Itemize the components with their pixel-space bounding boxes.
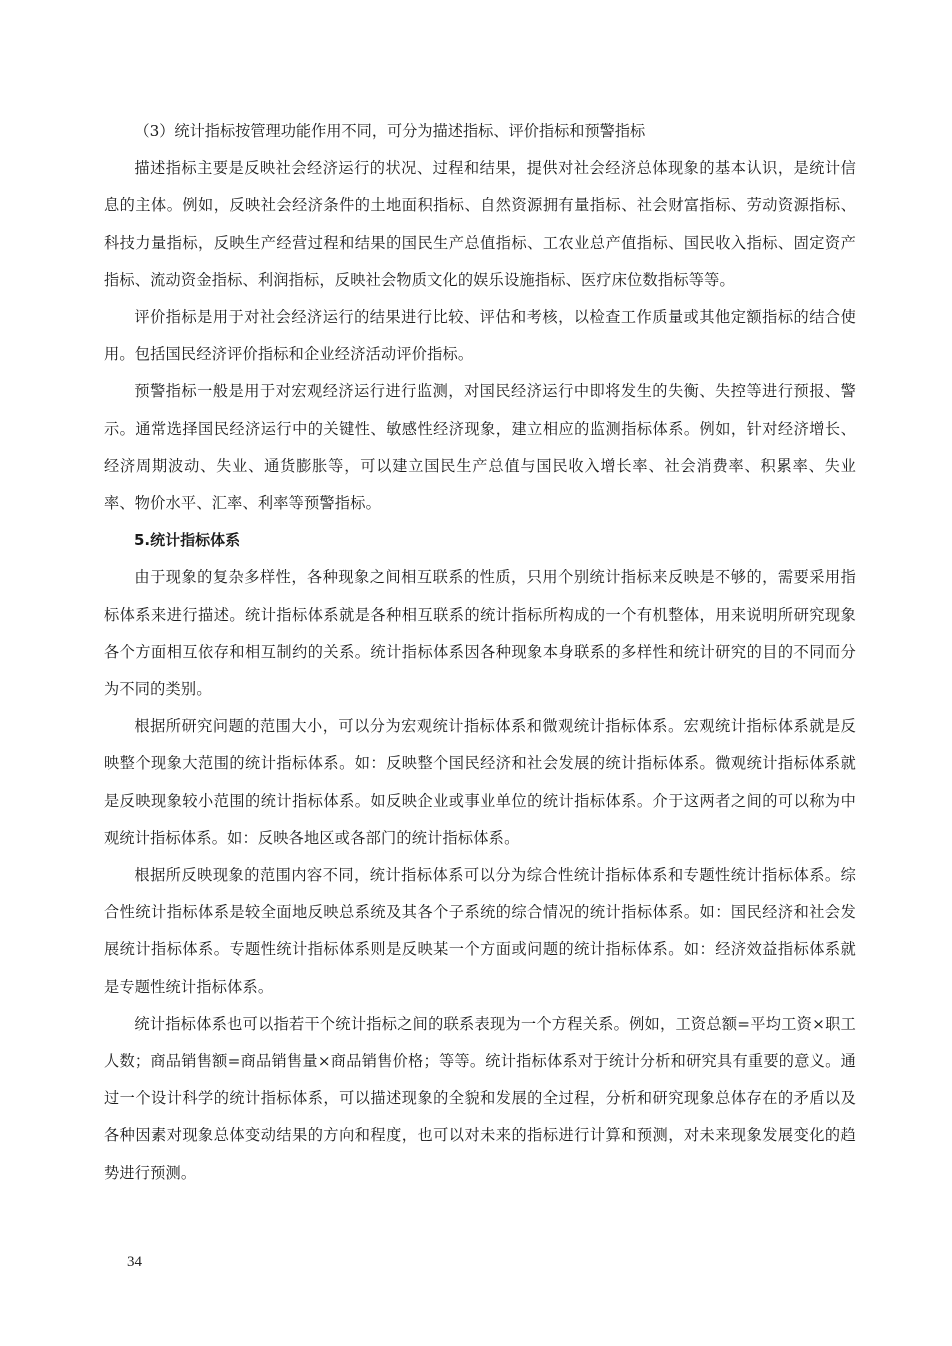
section-heading-indicator-system: 5.统计指标体系 (134, 531, 241, 550)
subheading-management-function: （3）统计指标按管理功能作用不同，可分为描述指标、评价指标和预警指标 (134, 122, 646, 140)
paragraph-evaluation-indicators: 评价指标是用于对社会经济运行的结果进行比较、评估和考核，以检查工作质量或其他定额指标的结合使用。包括国民经济评价指标和企业经济活动评价指标。 (104, 308, 856, 364)
paragraph-equation-relations: 统计指标体系也可以指若干个统计指标之间的联系表现为一个方程关系。例如，工资总额=平均工资×职工人数；商品销售额=商品销售量×商品销售价格；等等。统计指标体系对于统计分析和研究具有重要的意义。通过一个设计科学的统计指标体系，可以描述现象的全貌和发展的全过程，分析和研究现象总体存在的矛盾以及各种因素对现象总体变动结果的方向和程度，也可以对未来的指标进行计算和预测，对未来现象发展变化的趋势进行预测。 (104, 1014, 856, 1182)
paragraph-warning-indicators: 预警指标一般是用于对宏观经济运行进行监测，对国民经济运行中即将发生的失衡、失控等进行预报、警示。通常选择国民经济运行中的关键性、敏感性经济现象，建立相应的监测指标体系。例如，针对经济增长、经济周期波动、失业、通货膨胀等，可以建立国民生产总值与国民收入增长率、社会消费率、积累率、失业率、物价水平、汇率、利率等预警指标。 (104, 382, 856, 513)
paragraph-indicator-system-definition: 由于现象的复杂多样性，各种现象之间相互联系的性质，只用个别统计指标来反映是不够的，需要采用指标体系来进行描述。统计指标体系就是各种相互联系的统计指标所构成的一个有机整体，用来说明所研究现象各个方面相互依存和相互制约的关系。统计指标体系因各种现象本身联系的多样性和统计研究的目的不同而分为不同的类别。 (104, 568, 856, 699)
paragraph-descriptive-indicators: 描述指标主要是反映社会经济运行的状况、过程和结果，提供对社会经济总体现象的基本认识，是统计信息的主体。例如，反映社会经济条件的土地面积指标、自然资源拥有量指标、社会财富指标、劳动资源指标、科技力量指标，反映生产经营过程和结果的国民生产总值指标、工农业总产值指标、国民收入指标、固定资产指标、流动资金指标、利润指标，反映社会物质文化的娱乐设施指标、医疗床位数指标等等。 (104, 159, 856, 289)
paragraph-comprehensive-thematic-systems: 根据所反映现象的范围内容不同，统计指标体系可以分为综合性统计指标体系和专题性统计指标体系。综合性统计指标体系是较全面地反映总系统及其各个子系统的综合情况的统计指标体系。如：国民经济和社会发展统计指标体系。专题性统计指标体系则是反映某一个方面或问题的统计指标体系。如：经济效益指标体系就是专题性统计指标体系。 (104, 866, 856, 996)
paragraph-macro-micro-systems: 根据所研究问题的范围大小，可以分为宏观统计指标体系和微观统计指标体系。宏观统计指标体系就是反映整个现象大范围的统计指标体系。如：反映整个国民经济和社会发展的统计指标体系。微观统计指标体系就是反映现象较小范围的统计指标体系。如反映企业或事业单位的统计指标体系。介于这两者之间的可以称为中观统计指标体系。如：反映各地区或各部门的统计指标体系。 (104, 717, 856, 847)
document-body (104, 113, 856, 1192)
page-number: 34 (127, 1254, 142, 1270)
